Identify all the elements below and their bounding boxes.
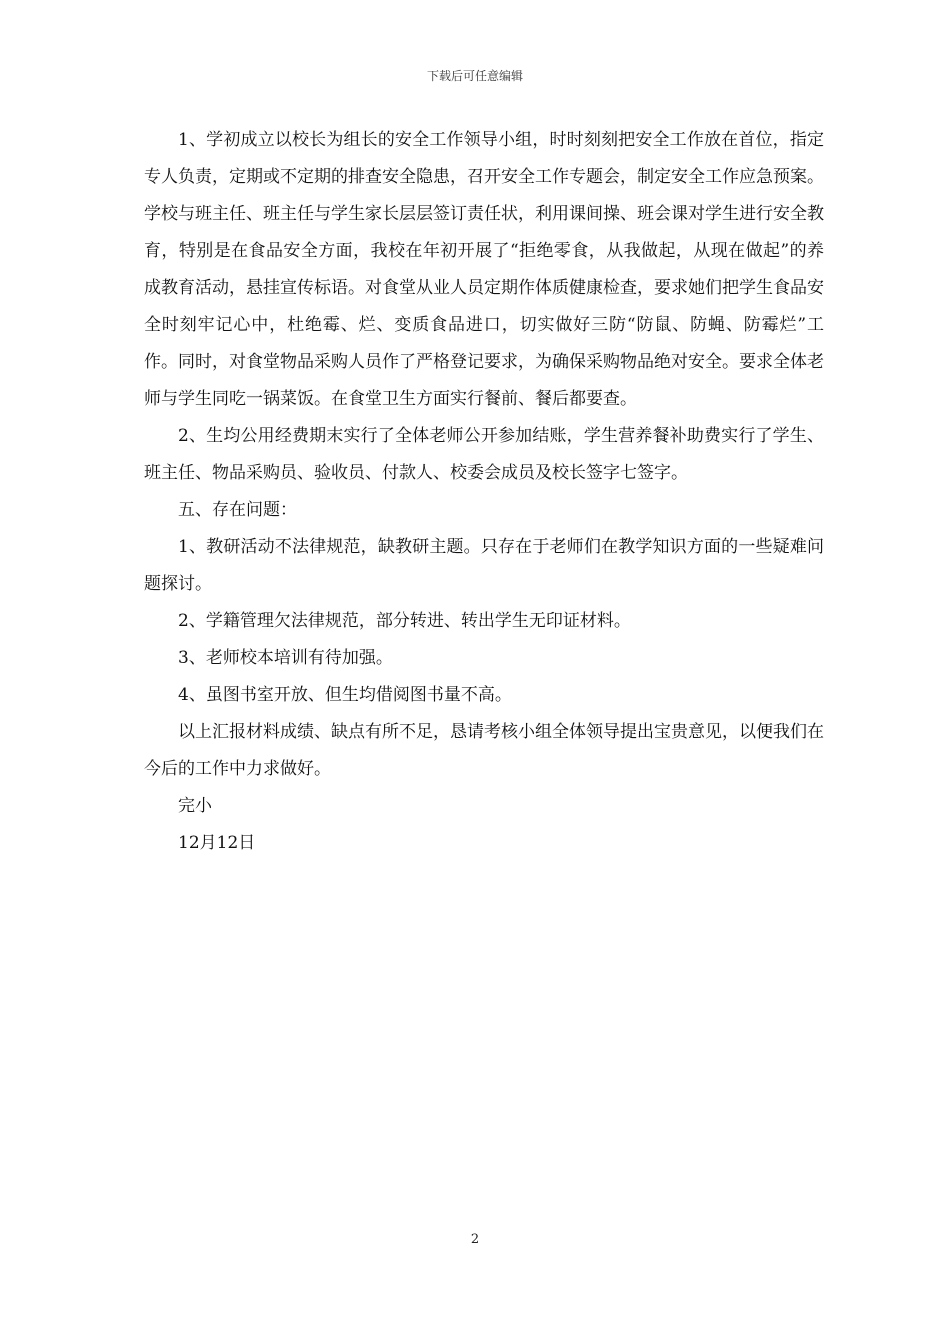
paragraph-problem-4: 4、虽图书室开放、但生均借阅图书量不高。 bbox=[178, 685, 512, 705]
paragraph-problem-2: 2、学籍管理欠法律规范，部分转进、转出学生无印证材料。 bbox=[178, 611, 631, 631]
document-body bbox=[144, 122, 824, 862]
paragraph-safety-work: 1、学初成立以校长为组长的安全工作领导小组，时时刻刻把安全工作放在首位，指定专人负责，定期或不定期的排查安全隐患，召开安全工作专题会，制定安全工作应急预案。学校与班主任、班主任与学生家长层层签订责任状，利用课间操、班会课对学生进行安全教育，特别是在食品安全方面，我校在年初开展了“拒绝零食，从我做起，从现在做起”的养成教育活动，悬挂宣传标语。对食堂从业人员定期作体质健康检查，要求她们把学生食品安全时刻牢记心中，杜绝霉、烂、变质食品进口，切实做好三防“防鼠、防蝇、防霉烂”工作。同时，对食堂物品采购人员作了严格登记要求，为确保采购物品绝对安全。要求全体老师与学生同吃一锅菜饭。在食堂卫生方面实行餐前、餐后都要查。 bbox=[144, 130, 824, 409]
section-heading-problems: 五、存在问题： bbox=[178, 500, 297, 520]
page-header: 下载后可任意编辑 bbox=[426, 69, 523, 83]
paragraph-problem-3: 3、老师校本培训有待加强。 bbox=[178, 648, 393, 668]
signature-date: 12月12日 bbox=[178, 833, 256, 853]
page-number: 2 bbox=[470, 1232, 480, 1247]
paragraph-public-funds: 2、生均公用经费期末实行了全体老师公开参加结账，学生营养餐补助费实行了学生、班主任、物品采购员、验收员、付款人、校委会成员及校长签字七签字。 bbox=[144, 426, 824, 483]
paragraph-problem-1: 1、教研活动不法律规范，缺教研主题。只存在于老师们在教学知识方面的一些疑难问题探讨。 bbox=[144, 537, 824, 594]
signature-school: 完小 bbox=[178, 796, 212, 816]
paragraph-conclusion: 以上汇报材料成绩、缺点有所不足，恳请考核小组全体领导提出宝贵意见，以便我们在今后的工作中力求做好。 bbox=[144, 722, 824, 779]
